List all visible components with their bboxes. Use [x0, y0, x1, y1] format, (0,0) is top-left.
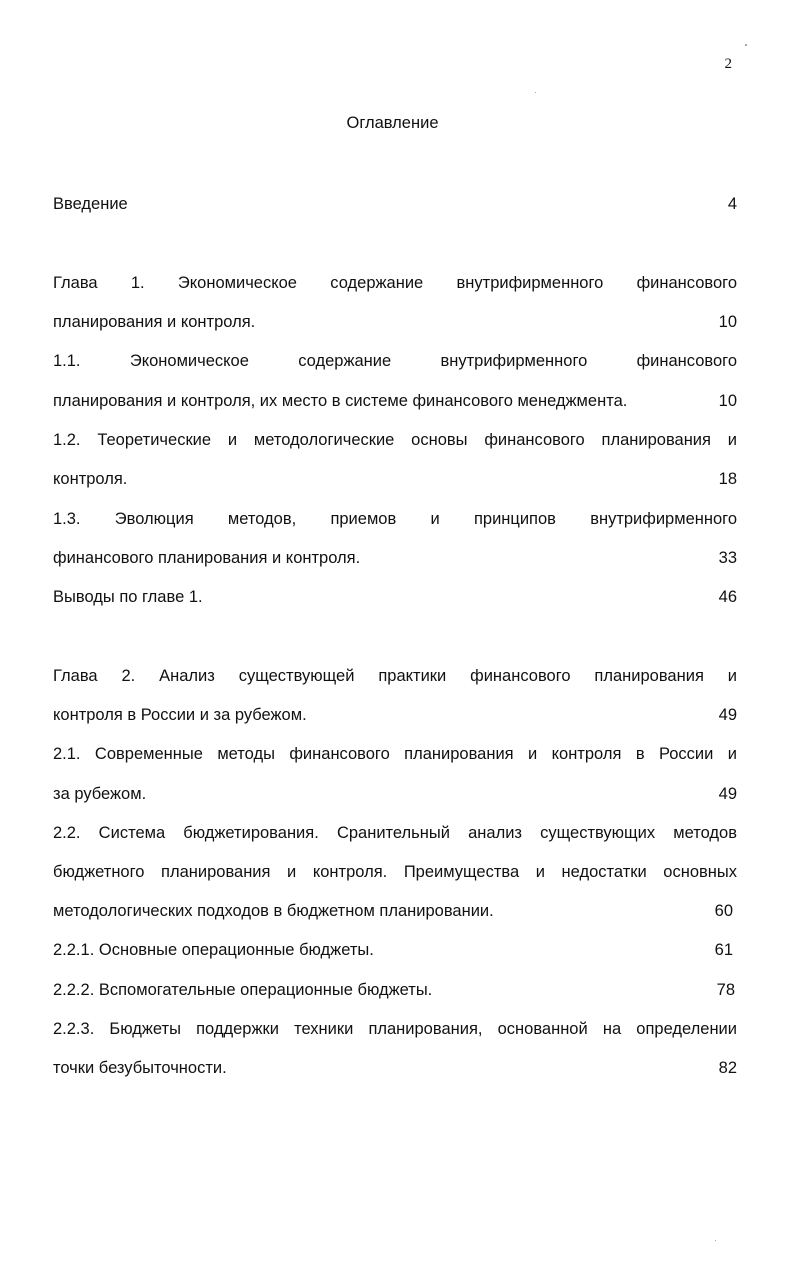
toc-entry-text: контроля в России и за рубежом.: [53, 706, 307, 724]
toc-entry-section-2-2-1: [53, 938, 737, 962]
toc-entry-section-1-3-line1: [53, 507, 737, 531]
toc-entry-text: бюджетного планирования и контроля. Преимущества и недостатки основных: [53, 863, 737, 881]
toc-entry-page: 18: [718, 470, 737, 488]
toc-entry-chapter2-line2: [53, 703, 737, 727]
toc-entry-section-2-2-line3: [53, 899, 737, 923]
toc-entry-chapter1-line1: [53, 271, 737, 295]
toc-entry-page: 33: [718, 549, 737, 567]
toc-entry-text: 1.1. Экономическое содержание внутрифирменного финансового: [53, 352, 737, 370]
scan-speck: [745, 44, 747, 46]
toc-entry-text: 2.1. Современные методы финансового планирования и контроля в России и: [53, 745, 737, 763]
scan-speck: [715, 1240, 716, 1241]
toc-entry-chapter2-line1: [53, 664, 737, 688]
toc-entry-text: контроля.: [53, 470, 128, 488]
toc-entry-text: 2.2.2. Вспомогательные операционные бюджеты.: [53, 981, 433, 999]
toc-entry-page: 78: [716, 981, 735, 999]
toc-entry-section-1-2-line2: [53, 467, 737, 491]
toc-entry-text: 1.3. Эволюция методов, приемов и принципов внутрифирменного: [53, 510, 737, 528]
toc-entry-text: 2.2. Система бюджетирования. Сранительный анализ существующих методов: [53, 824, 737, 842]
toc-entry-chapter1-line2: [53, 310, 737, 334]
toc-entry-section-2-1-line2: [53, 782, 737, 806]
toc-entry-text: 2.2.1. Основные операционные бюджеты.: [53, 941, 374, 959]
toc-entry-section-2-2-line1: [53, 821, 737, 845]
toc-entry-introduction: [53, 192, 737, 216]
toc-entry-section-1-3-line2: [53, 546, 737, 570]
toc-entry-section-2-2-3-line2: [53, 1056, 737, 1080]
toc-entry-page: 46: [718, 588, 737, 606]
toc-entry-page: 10: [718, 313, 737, 331]
toc-entry-text: методологических подходов в бюджетном планировании.: [53, 902, 494, 920]
toc-entry-text: планирования и контроля, их место в системе финансового менеджмента.: [53, 392, 628, 410]
toc-entry-section-2-2-2: [53, 978, 737, 1002]
toc-entry-page: 10: [718, 392, 737, 410]
toc-entry-chapter1-conclusions: [53, 585, 737, 609]
toc-entry-page: 49: [718, 706, 737, 724]
toc-entry-section-1-1-line1: [53, 349, 737, 373]
toc-entry-text: за рубежом.: [53, 785, 147, 803]
toc-entry-page: 4: [727, 195, 737, 213]
toc-entry-section-1-2-line1: [53, 428, 737, 452]
toc-entry-text: Введение: [53, 195, 128, 213]
toc-entry-section-2-2-3-line1: [53, 1017, 737, 1041]
toc-entry-section-2-2-line2: [53, 860, 737, 884]
toc-entry-page: 61: [714, 941, 733, 959]
page-number: 2: [724, 56, 732, 72]
toc-entry-page: 60: [714, 902, 733, 920]
toc-entry-text: 2.2.3. Бюджеты поддержки техники планирования, основанной на определении: [53, 1020, 737, 1038]
scan-speck: [535, 92, 536, 93]
toc-entry-text: Глава 1. Экономическое содержание внутрифирменного финансового: [53, 274, 737, 292]
toc-entry-section-1-1-line2: [53, 389, 737, 413]
toc-entry-text: финансового планирования и контроля.: [53, 549, 361, 567]
toc-entry-text: Выводы по главе 1.: [53, 588, 203, 606]
toc-entry-page: 82: [718, 1059, 737, 1077]
toc-entry-text: Глава 2. Анализ существующей практики финансового планирования и: [53, 667, 737, 685]
toc-entry-section-2-1-line1: [53, 742, 737, 766]
toc-entry-text: 1.2. Теоретические и методологические основы финансового планирования и: [53, 431, 737, 449]
toc-entry-page: 49: [718, 785, 737, 803]
toc-title: Оглавление: [346, 114, 439, 132]
toc-entry-text: планирования и контроля.: [53, 313, 256, 331]
toc-entry-text: точки безубыточности.: [53, 1059, 227, 1077]
